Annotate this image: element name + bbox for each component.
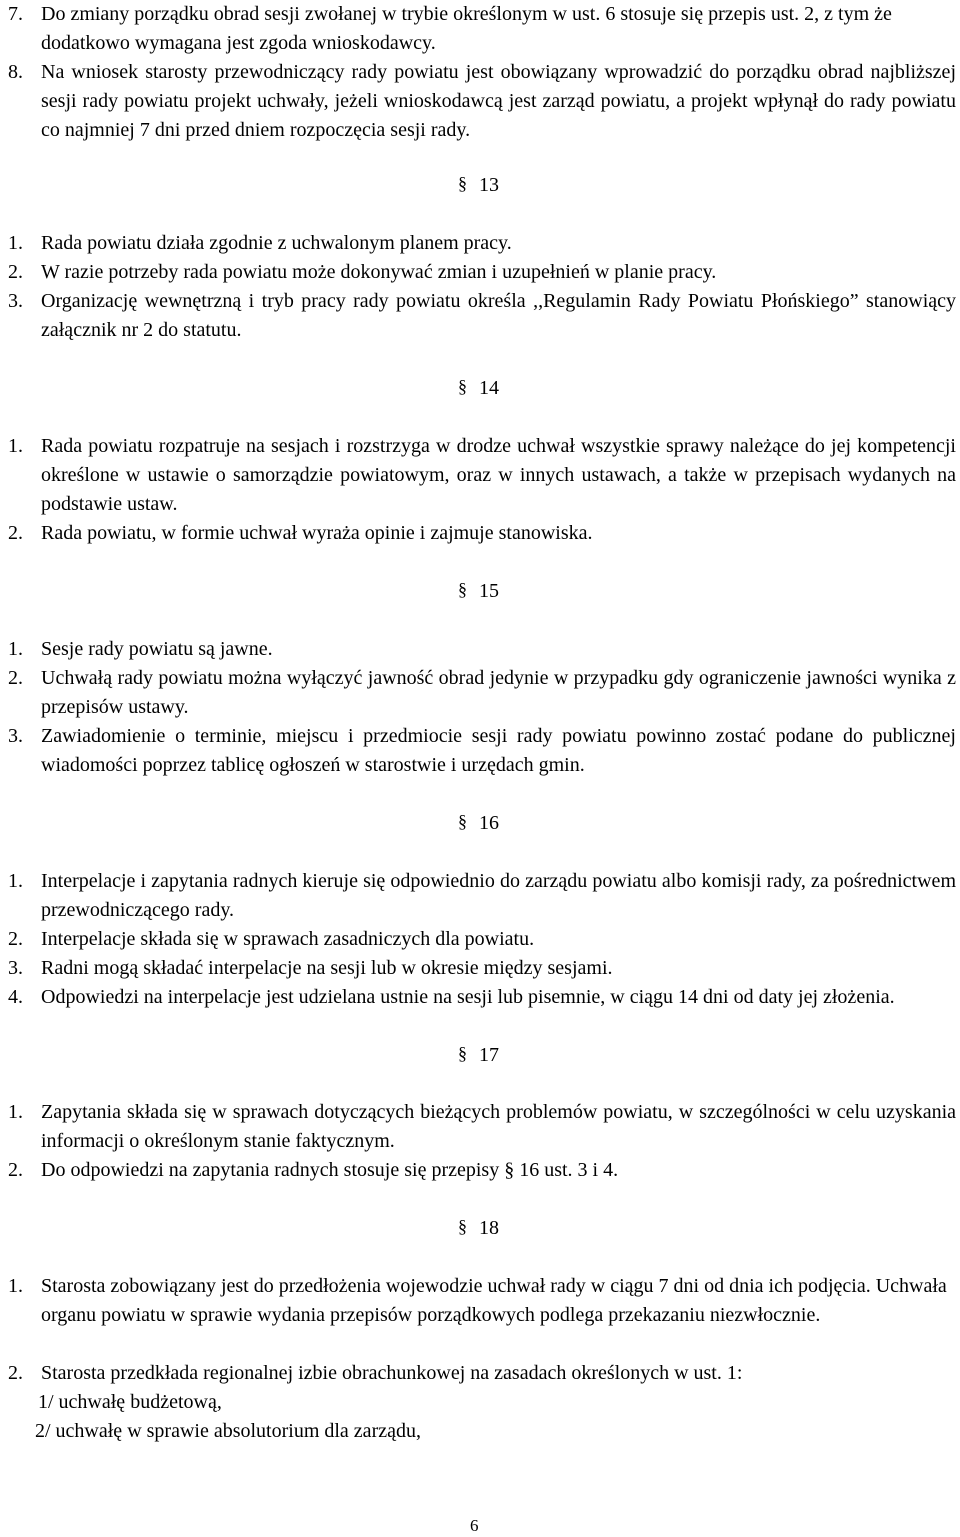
item-number: 4. bbox=[8, 986, 23, 1008]
item-number: 2. bbox=[8, 928, 23, 950]
list-item bbox=[8, 867, 956, 925]
item-text: Do zmiany porządku obrad sesji zwołanej w trybie określonym w ust. 6 stosuje się przepis ust. 2, z tym że dodatkowo wymagana jest zgoda wnioskodawcy. bbox=[41, 3, 892, 54]
list-item bbox=[8, 664, 956, 722]
item-text: Rada powiatu, w formie uchwał wyraża opinie i zajmuje stanowiska. bbox=[41, 522, 593, 544]
sub-item: 1/ uchwałę budżetową, bbox=[38, 1391, 222, 1413]
list-item bbox=[8, 229, 956, 258]
section-heading bbox=[458, 374, 499, 403]
item-text: Rada powiatu rozpatruje na sesjach i rozstrzyga w drodze uchwał wszystkie sprawy należące do jej kompetencji określone w ustawie o samorządzie powiatowym, oraz w innych ustawach, a także w przepisach wydanych na podstawie ustaw. bbox=[41, 435, 956, 515]
list-item bbox=[8, 287, 956, 345]
section-heading bbox=[458, 577, 499, 606]
list-item bbox=[8, 983, 956, 1012]
item-number: 1. bbox=[8, 870, 23, 892]
item-text: Radni mogą składać interpelacje na sesji lub w okresie między sesjami. bbox=[41, 957, 613, 979]
item-number: 8. bbox=[8, 61, 23, 83]
section-number: 13 bbox=[479, 174, 499, 196]
section-number: 16 bbox=[479, 812, 499, 834]
list-item bbox=[8, 954, 956, 983]
item-text: Interpelacje składa się w sprawach zasadniczych dla powiatu. bbox=[41, 928, 535, 950]
item-number: 2. bbox=[8, 1362, 23, 1384]
section-number: 18 bbox=[479, 1217, 499, 1239]
section-number: 14 bbox=[479, 377, 499, 399]
list-item bbox=[8, 635, 956, 664]
item-number: 1. bbox=[8, 1101, 23, 1123]
list-item bbox=[8, 519, 956, 548]
list-item bbox=[8, 925, 956, 954]
section-sign: § bbox=[458, 376, 467, 396]
section-sign: § bbox=[458, 1043, 467, 1063]
item-text: Na wniosek starosty przewodniczący rady powiatu jest obowiązany wprowadzić do porządku obrad najbliższej sesji rady powiatu projekt uchwały, jeżeli wnioskodawcą jest zarząd powiatu, a projekt wpłynął do rady powiatu co najmniej 7 dni przed dniem rozpoczęcia sesji rady. bbox=[41, 61, 956, 141]
item-number: 3. bbox=[8, 290, 23, 312]
item-text: Starosta zobowiązany jest do przedłożenia wojewodzie uchwał rady w ciągu 7 dni od dnia ich podjęcia. Uchwała organu powiatu w sprawie wydania przepisów porządkowych podlega przekazaniu niezwłocznie. bbox=[41, 1275, 947, 1326]
item-text: Zawiadomienie o terminie, miejscu i przedmiocie sesji rady powiatu powinno zostać podane do publicznej wiadomości poprzez tablicę ogłoszeń w starostwie i urzędach gmin. bbox=[41, 725, 956, 776]
item-text: Odpowiedzi na interpelacje jest udzielana ustnie na sesji lub pisemnie, w ciągu 14 dni od daty jej złożenia. bbox=[41, 986, 895, 1008]
section-heading bbox=[458, 171, 499, 200]
item-number: 2. bbox=[8, 261, 23, 283]
list-item bbox=[8, 1156, 956, 1185]
section-sign: § bbox=[458, 1216, 467, 1236]
item-text: Organizację wewnętrzną i tryb pracy rady powiatu określa ,,Regulamin Rady Powiatu Płońskiego” stanowiący załącznik nr 2 do statutu. bbox=[41, 290, 956, 341]
item-number: 3. bbox=[8, 957, 23, 979]
list-item bbox=[8, 432, 956, 519]
item-number: 2. bbox=[8, 1159, 23, 1181]
item-text: W razie potrzeby rada powiatu może dokonywać zmian i uzupełnień w planie pracy. bbox=[41, 261, 717, 283]
list-item bbox=[8, 722, 956, 780]
list-item bbox=[8, 258, 956, 287]
section-heading bbox=[458, 1214, 499, 1243]
list-item bbox=[8, 58, 956, 145]
item-number: 2. bbox=[8, 667, 23, 689]
section-number: 17 bbox=[479, 1044, 499, 1066]
section-number: 15 bbox=[479, 580, 499, 602]
item-text: Zapytania składa się w sprawach dotyczących bieżących problemów powiatu, w szczególności w celu uzyskania informacji o określonym stanie faktycznym. bbox=[41, 1101, 956, 1152]
list-item bbox=[8, 1359, 956, 1388]
item-number: 3. bbox=[8, 725, 23, 747]
item-number: 1. bbox=[8, 435, 23, 457]
list-item bbox=[8, 0, 956, 58]
item-number: 7. bbox=[8, 3, 23, 25]
list-item bbox=[8, 1272, 956, 1330]
item-text: Sesje rady powiatu są jawne. bbox=[41, 638, 273, 660]
item-number: 1. bbox=[8, 1275, 23, 1297]
section-sign: § bbox=[458, 811, 467, 831]
item-text: Starosta przedkłada regionalnej izbie obrachunkowej na zasadach określonych w ust. 1: bbox=[41, 1362, 743, 1384]
section-heading bbox=[458, 809, 499, 838]
item-text: Do odpowiedzi na zapytania radnych stosuje się przepisy § 16 ust. 3 i 4. bbox=[41, 1159, 619, 1181]
item-number: 1. bbox=[8, 232, 23, 254]
page-number: 6 bbox=[470, 1516, 479, 1535]
item-number: 2. bbox=[8, 522, 23, 544]
sub-item: 2/ uchwałę w sprawie absolutorium dla zarządu, bbox=[35, 1420, 421, 1442]
section-heading bbox=[458, 1041, 499, 1070]
item-text: Interpelacje i zapytania radnych kieruje się odpowiednio do zarządu powiatu albo komisji rady, za pośrednictwem przewodniczącego rady. bbox=[41, 870, 956, 921]
section-sign: § bbox=[458, 579, 467, 599]
section-sign: § bbox=[458, 173, 467, 193]
item-number: 1. bbox=[8, 638, 23, 660]
item-text: Uchwałą rady powiatu można wyłączyć jawność obrad jedynie w przypadku gdy ograniczenie jawności wynika z przepisów ustawy. bbox=[41, 667, 956, 718]
list-item bbox=[8, 1098, 956, 1156]
item-text: Rada powiatu działa zgodnie z uchwalonym planem pracy. bbox=[41, 232, 512, 254]
